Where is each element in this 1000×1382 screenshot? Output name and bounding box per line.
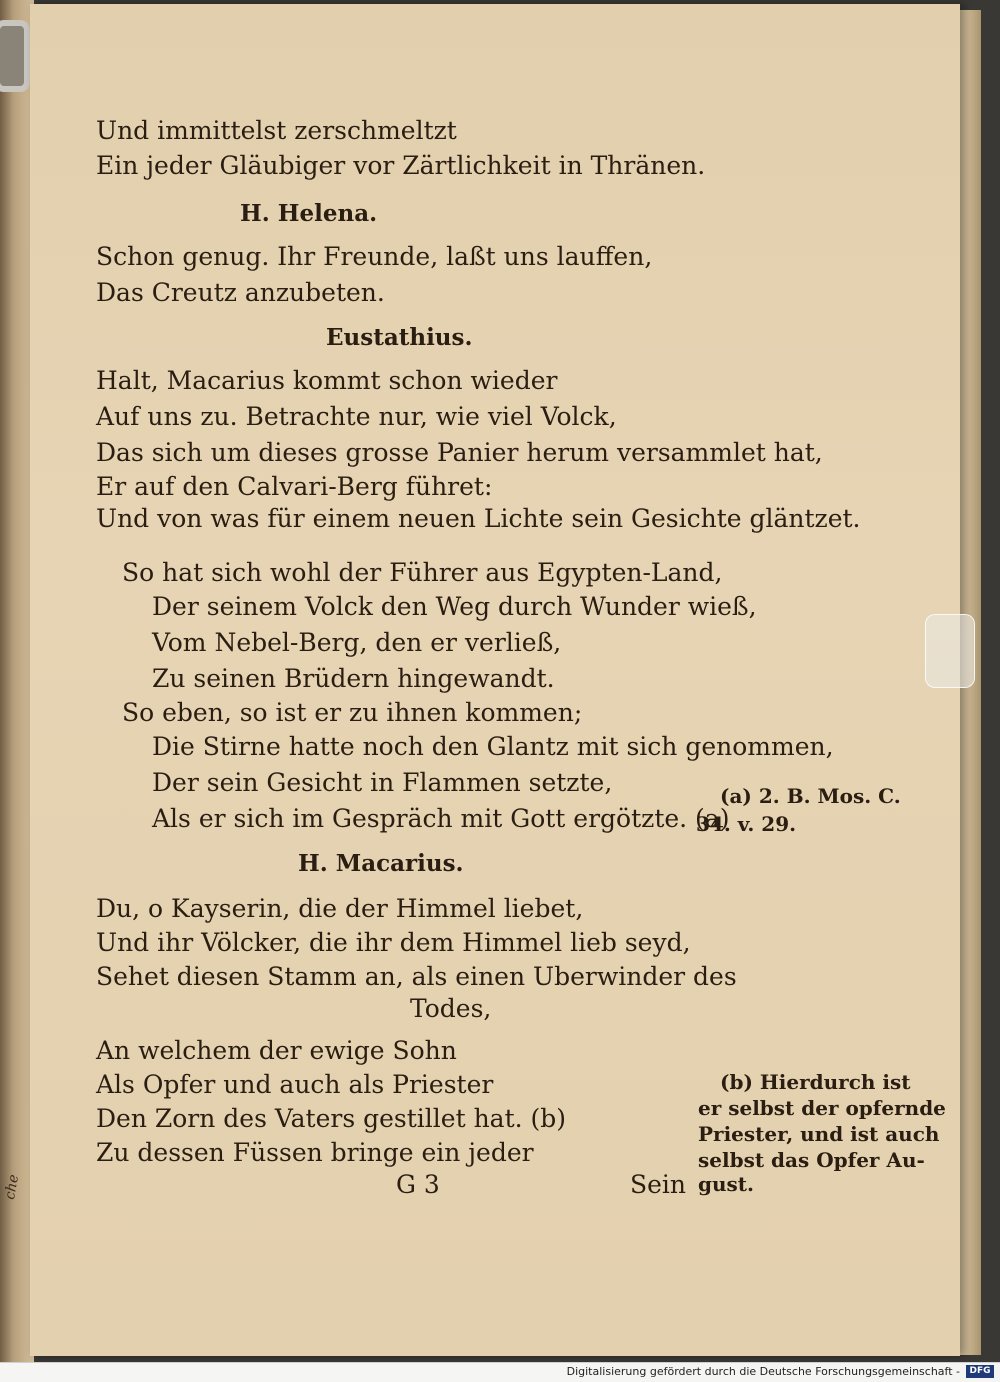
verse-line: Todes, xyxy=(410,994,492,1023)
verse-line: Zu dessen Füssen bringe ein jeder xyxy=(96,1138,534,1167)
verse-line: Zu seinen Brüdern hingewandt. xyxy=(152,664,555,693)
footnote-b-line: gust. xyxy=(698,1172,754,1196)
page-clip xyxy=(925,614,975,688)
footnote-a-line: 34. v. 29. xyxy=(696,812,797,836)
verse-line: So eben, so ist er zu ihnen kommen; xyxy=(122,698,583,727)
left-page-edge xyxy=(0,0,34,1362)
dfg-logo[interactable]: DFG xyxy=(966,1365,994,1378)
verse-line: Der sein Gesicht in Flammen setzte, xyxy=(152,768,613,797)
verse-line: Das sich um dieses grosse Panier herum versammlet hat, xyxy=(96,438,823,467)
verse-line: Und immittelst zerschmeltzt xyxy=(96,116,457,145)
verse-line: Ein jeder Gläubiger vor Zärtlichkeit in Thränen. xyxy=(96,151,706,180)
footer-credit: Digitalisierung gefördert durch die Deutsche Forschungsgemeinschaft - xyxy=(566,1365,960,1378)
catchword: Sein xyxy=(630,1170,687,1199)
verse-line: Er auf den Calvari-Berg führet: xyxy=(96,472,493,501)
verse-line: Du, o Kayserin, die der Himmel liebet, xyxy=(96,894,584,923)
verse-line: Die Stirne hatte noch den Glantz mit sich genommen, xyxy=(152,732,834,761)
binder-ring xyxy=(0,20,30,92)
footnote-b-line: selbst das Opfer Au- xyxy=(698,1148,925,1172)
speaker-heading: Eustathius. xyxy=(326,324,473,351)
footnote-b-line: Priester, und ist auch xyxy=(698,1122,940,1146)
verse-line: Als Opfer und auch als Priester xyxy=(96,1070,494,1099)
verse-line: An welchem der ewige Sohn xyxy=(96,1036,457,1065)
verse-line: Sehet diesen Stamm an, als einen Uberwinder des xyxy=(96,962,737,991)
verse-line: Halt, Macarius kommt schon wieder xyxy=(96,366,558,395)
verse-line: Auf uns zu. Betrachte nur, wie viel Volck, xyxy=(96,402,617,431)
signature-mark: G 3 xyxy=(396,1170,440,1199)
verse-line: Und von was für einem neuen Lichte sein Gesichte gläntzet. xyxy=(96,504,861,533)
verse-line: Den Zorn des Vaters gestillet hat. (b) xyxy=(96,1104,567,1133)
verse-line: So hat sich wohl der Führer aus Egypten-Land, xyxy=(122,558,723,587)
verse-line: Und ihr Völcker, die ihr dem Himmel lieb seyd, xyxy=(96,928,691,957)
verse-line: Der seinem Volck den Weg durch Wunder wieß, xyxy=(152,592,757,621)
footer-bar xyxy=(0,1362,1000,1382)
verse-line: Vom Nebel-Berg, den er verließ, xyxy=(152,628,562,657)
verse-line: Das Creutz anzubeten. xyxy=(96,278,385,307)
speaker-heading: H. Helena. xyxy=(240,200,378,227)
verse-line: Als er sich im Gespräch mit Gott ergötzte. (a) xyxy=(152,804,730,833)
verse-line: Schon genug. Ihr Freunde, laßt uns lauffen, xyxy=(96,242,653,271)
footnote-a-line: (a) 2. B. Mos. C. xyxy=(720,784,901,808)
margin-scribble: che xyxy=(2,1173,23,1201)
footnote-b-line: er selbst der opfernde xyxy=(698,1096,946,1120)
footnote-b-line: (b) Hierdurch ist xyxy=(720,1070,911,1094)
speaker-heading: H. Macarius. xyxy=(298,850,464,877)
